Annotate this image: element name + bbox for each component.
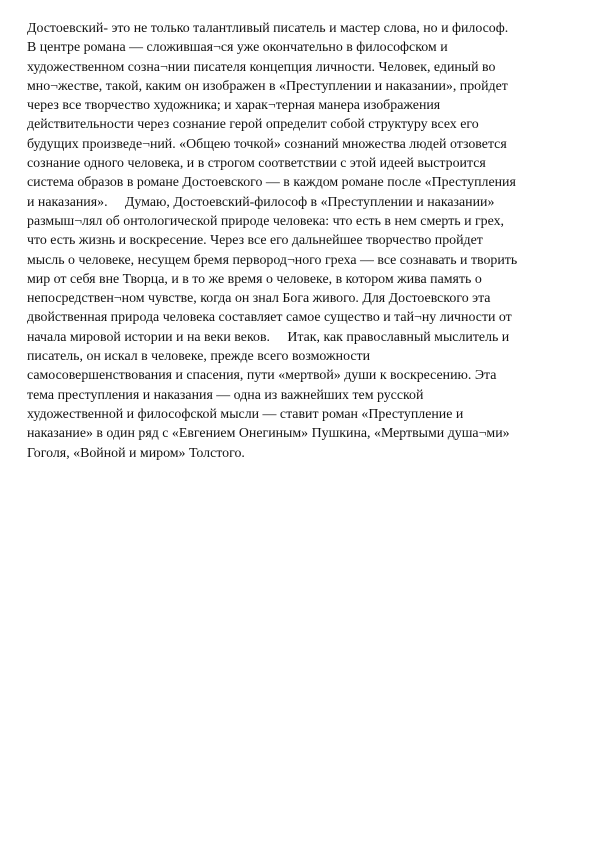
essay-paragraph — [27, 19, 575, 463]
text-line: сознание одного человека, и в строгом соответствии с этой идеей выстроится — [27, 156, 486, 172]
text-line: система образов в романе Достоевского — в каждом романе после «Преступления — [27, 175, 516, 191]
text-line: художественной и философской мысли — ставит роман «Преступление и — [27, 406, 464, 422]
text-line: Достоевский- это не только талантливый писатель и мастер слова, но и философ. — [27, 21, 509, 36]
text-line: двойственная природа человека составляет самое существо и тай¬ну личности от — [27, 310, 512, 326]
text-line: начала мировой истории и на веки веков. Итак, как православный мыслитель и — [27, 329, 510, 345]
text-line: непосредствен¬ном чувстве, когда он знал Бога живого. Для Достоевского эта — [27, 291, 491, 307]
text-line: самосовершенствования и спасения, пути «мертвой» души к воскресению. Эта — [27, 368, 497, 384]
text-line: размыш¬лял об онтологической природе человека: что есть в нем смерть и грех, — [27, 213, 505, 229]
text-line: наказание» в один ряд с «Евгением Онегиным» Пушкина, «Мертвыми душа¬ми» — [27, 426, 510, 442]
text-line: писатель, он искал в человеке, прежде всего возможности — [27, 349, 371, 365]
text-line: будущих произведе¬ний. «Общею точкой» сознаний множества людей отзовется — [27, 136, 507, 152]
text-line: действительности через сознание герой определит собой структуру всех его — [27, 117, 479, 133]
text-line: В центре романа — сложившая¬ся уже окончательно в философском и — [27, 40, 448, 56]
text-line: через все творчество художника; и харак¬терная манера изображения — [27, 98, 441, 114]
text-line: мир от себя вне Творца, и в то же время о человеке, в котором жива память о — [27, 271, 482, 287]
text-line: Гоголя, «Войной и миром» Толстого. — [27, 445, 245, 461]
text-line: тема преступления и наказания — одна из важнейших тем русской — [27, 387, 424, 403]
text-line: что есть жизнь и воскресение. Через все его дальнейшее творчество пройдет — [27, 233, 483, 249]
text-line: художественном созна¬нии писателя концепция личности. Человек, единый во — [27, 59, 496, 75]
text-line: мысль о человеке, несущем бремя первород¬ного греха — все сознавать и творить — [27, 252, 518, 268]
text-line: мно¬жестве, такой, каким он изображен в «Преступлении и наказании», пройдет — [27, 78, 508, 94]
text-line: и наказания». Думаю, Достоевский-философ в «Преступлении и наказании» — [27, 194, 495, 210]
